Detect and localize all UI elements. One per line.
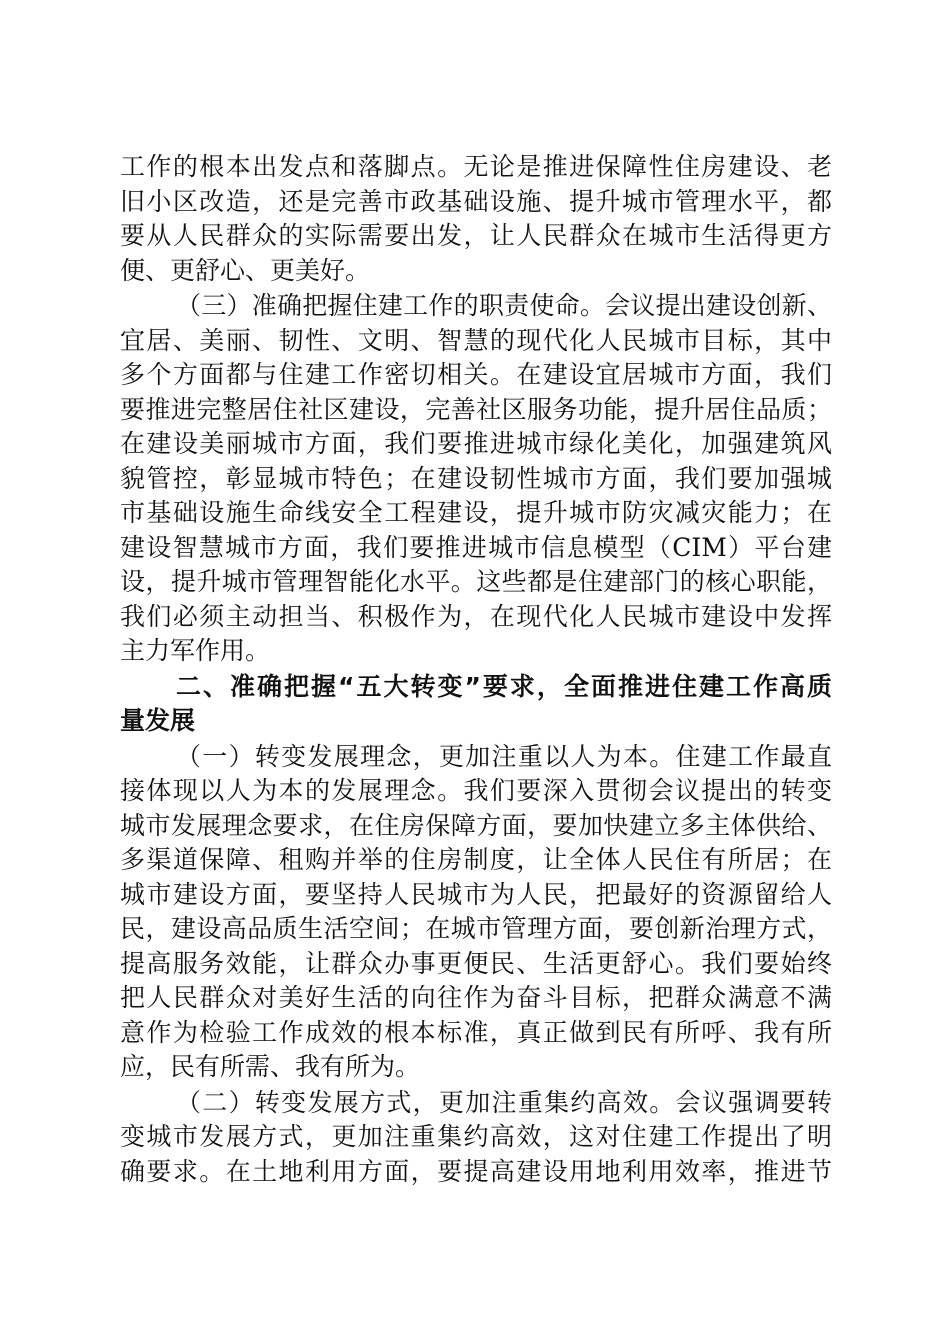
body-line: 工作的根本出发点和落脚点。无论是推进保障性住房建设、老 <box>120 152 832 181</box>
body-line: 应，民有所需、我有所为。 <box>120 1052 421 1081</box>
body-line: 变城市发展方式，更加注重集约高效，这对住建工作提出了明 <box>120 1122 832 1151</box>
body-line: 便、更舒心、更美好。 <box>120 255 371 285</box>
section-heading-line: 量发展 <box>120 706 196 735</box>
body-line: 多渠道保障、租购并举的住房制度，让全体人民住有所居；在 <box>120 845 832 874</box>
body-line: 城市发展理念要求，在住房保障方面，要加快建立多主体供给、 <box>120 810 832 840</box>
body-line: 主力军作用。 <box>120 636 271 665</box>
body-line: 多个方面都与住建工作密切相关。在建设宜居城市方面，我们 <box>120 360 832 389</box>
subsection-line: （三）准确把握住建工作的职责使命。会议提出建设创新、 <box>176 291 832 320</box>
body-line: 宜居、美丽、韧性、文明、智慧的现代化人民城市目标，其中 <box>120 325 832 355</box>
body-line: 建设智慧城市方面，我们要推进城市信息模型（CIM）平台建 <box>120 532 832 562</box>
body-line: 把人民群众对美好生活的向往作为奋斗目标，把群众满意不满 <box>120 983 832 1012</box>
body-line: 确要求。在土地利用方面，要提高建设用地利用效率，推进节 <box>120 1156 832 1186</box>
section-heading-line: 二、准确把握“五大转变”要求，全面推进住建工作高质 <box>176 671 832 701</box>
body-line: 城市建设方面，要坚持人民城市为人民，把最好的资源留给人 <box>120 879 832 909</box>
subsection-line: （一）转变发展理念，更加注重以人为本。住建工作最直 <box>176 741 832 771</box>
body-line: 旧小区改造，还是完善市政基础设施、提升城市管理水平，都 <box>120 186 832 216</box>
body-line: 民，建设高品质生活空间；在城市管理方面，要创新治理方式， <box>120 914 832 943</box>
body-line: 市基础设施生命线安全工程建设，提升城市防灾减灾能力；在 <box>120 498 832 527</box>
body-line: 意作为检验工作成效的根本标准，真正做到民有所呼、我有所 <box>120 1017 832 1047</box>
body-line: 要从人民群众的实际需要出发，让人民群众在城市生活得更方 <box>120 221 832 250</box>
body-line: 接体现以人为本的发展理念。我们要深入贯彻会议提出的转变 <box>120 776 832 805</box>
subsection-line: （二）转变发展方式，更加注重集约高效。会议强调要转 <box>176 1087 832 1117</box>
body-line: 提高服务效能，让群众办事更便民、生活更舒心。我们要始终 <box>120 948 832 978</box>
body-line: 要推进完整居住社区建设，完善社区服务功能，提升居住品质； <box>120 394 832 424</box>
body-line: 貌管控，彰显城市特色；在建设韧性城市方面，我们要加强城 <box>120 463 832 493</box>
body-line: 设，提升城市管理智能化水平。这些都是住建部门的核心职能， <box>120 567 832 596</box>
body-line: 在建设美丽城市方面，我们要推进城市绿化美化，加强建筑风 <box>120 429 832 458</box>
body-line: 我们必须主动担当、积极作为，在现代化人民城市建设中发挥 <box>120 601 832 631</box>
